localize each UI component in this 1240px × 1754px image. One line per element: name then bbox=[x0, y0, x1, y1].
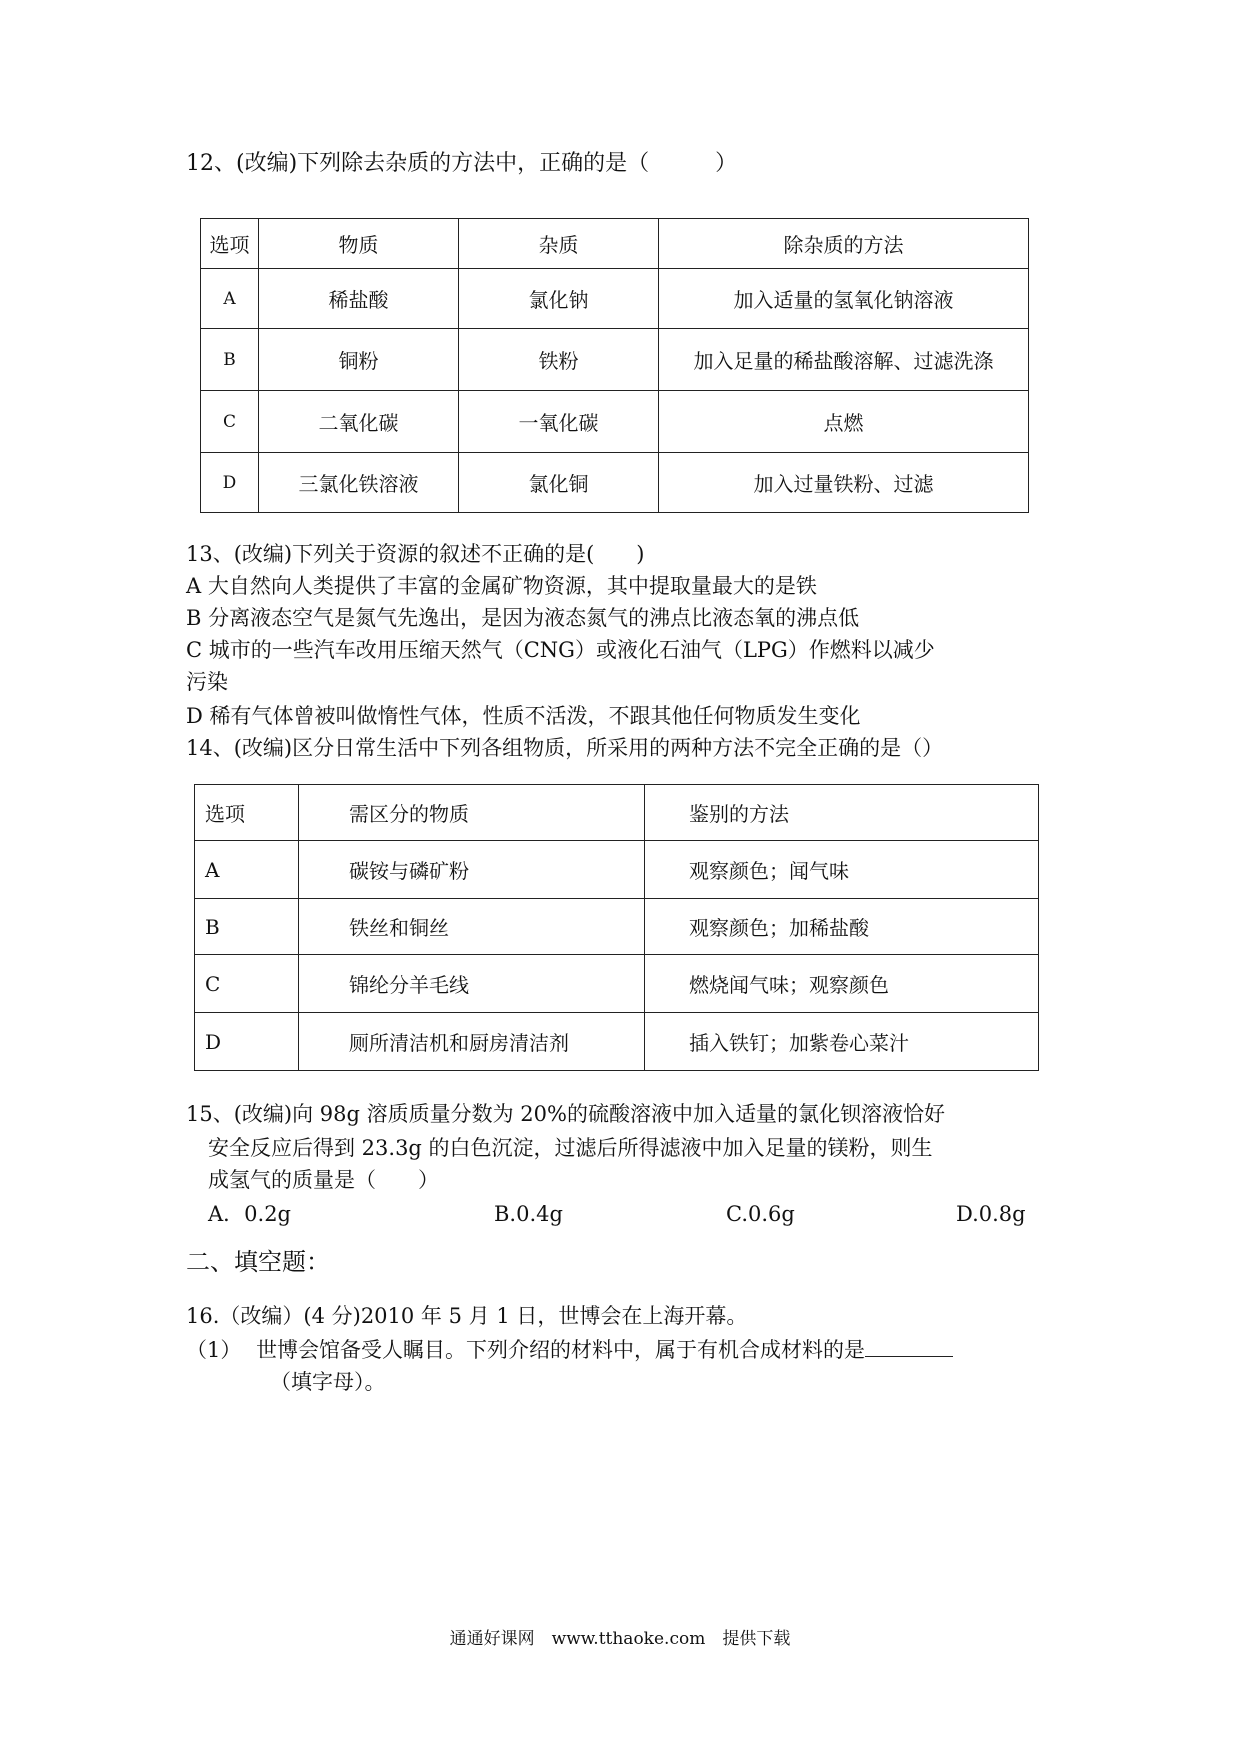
q15-stem-line3: 成氢气的质量是（ ） bbox=[208, 1168, 439, 1192]
q15-option-c: C.0.6g bbox=[726, 1202, 795, 1226]
q16-sub1-note: （填字母）。 bbox=[270, 1370, 386, 1394]
q13-option-b: B 分离液态空气是氮气先逸出，是因为液态氮气的沸点比液态氧的沸点低 bbox=[186, 606, 860, 630]
table-cell: 铜粉 bbox=[259, 329, 459, 391]
table-row bbox=[201, 269, 1029, 329]
q15-stem-line1: 15、(改编)向 98g 溶质质量分数为 20%的硫酸溶液中加入适量的氯化钡溶液恰好 bbox=[186, 1102, 945, 1126]
table-cell: 三氯化铁溶液 bbox=[259, 453, 459, 513]
q16-sub1-text: 世博会馆备受人瞩目。下列介绍的材料中，属于有机合成材料的是 bbox=[256, 1338, 866, 1362]
header-cell: 需区分的物质 bbox=[299, 785, 645, 841]
header-cell: 除杂质的方法 bbox=[659, 219, 1029, 269]
q15-option-d: D.0.8g bbox=[956, 1202, 1026, 1226]
table-cell: 插入铁钉；加紫卷心菜汁 bbox=[645, 1013, 1039, 1071]
q15-option-b: B.0.4g bbox=[494, 1202, 563, 1226]
table-cell: 厕所清洁机和厨房清洁剂 bbox=[299, 1013, 645, 1071]
q15-stem-line2: 安全反应后得到 23.3g 的白色沉淀，过滤后所得滤液中加入足量的镁粉，则生 bbox=[208, 1136, 933, 1160]
section-title: 二、填空题： bbox=[186, 1248, 330, 1276]
q14-stem: 14、(改编)区分日常生活中下列各组物质，所采用的两种方法不完全正确的是（） bbox=[186, 736, 944, 760]
table-row bbox=[195, 899, 1039, 955]
table-cell: 氯化铜 bbox=[459, 453, 659, 513]
table-cell: 铁丝和铜丝 bbox=[299, 899, 645, 955]
table-cell: 氯化钠 bbox=[459, 269, 659, 329]
q16-sub1 bbox=[186, 1336, 953, 1364]
q13-option-a: A 大自然向人类提供了丰富的金属矿物资源，其中提取量最大的是铁 bbox=[186, 574, 817, 598]
header-cell: 选项 bbox=[195, 785, 299, 841]
table-row bbox=[195, 955, 1039, 1013]
table-cell: 加入过量铁粉、过滤 bbox=[659, 453, 1029, 513]
option-cell: B bbox=[201, 329, 259, 391]
option-cell: A bbox=[195, 841, 299, 899]
table-row bbox=[195, 1013, 1039, 1071]
table-cell: 锦纶分羊毛线 bbox=[299, 955, 645, 1013]
table-header-row bbox=[195, 785, 1039, 841]
q13-option-d: D 稀有气体曾被叫做惰性气体，性质不活泼，不跟其他任何物质发生变化 bbox=[186, 704, 861, 728]
table-cell: 二氧化碳 bbox=[259, 391, 459, 453]
q13-stem: 13、(改编)下列关于资源的叙述不正确的是( ) bbox=[186, 542, 645, 566]
table-row bbox=[201, 391, 1029, 453]
header-cell: 鉴别的方法 bbox=[645, 785, 1039, 841]
q15-option-a: A．0.2g bbox=[208, 1202, 292, 1226]
table-cell: 点燃 bbox=[659, 391, 1029, 453]
option-cell: C bbox=[201, 391, 259, 453]
table-row bbox=[201, 329, 1029, 391]
q13-option-c-cont: 污染 bbox=[186, 670, 228, 694]
table-cell: 碳铵与磷矿粉 bbox=[299, 841, 645, 899]
table-cell: 观察颜色；加稀盐酸 bbox=[645, 899, 1039, 955]
answer-blank[interactable] bbox=[865, 1336, 953, 1357]
q13-option-c: C 城市的一些汽车改用压缩天然气（CNG）或液化石油气（LPG）作燃料以减少 bbox=[186, 638, 935, 662]
table-cell: 加入适量的氢氧化钠溶液 bbox=[659, 269, 1029, 329]
option-cell: D bbox=[201, 453, 259, 513]
option-cell: C bbox=[195, 955, 299, 1013]
table-cell: 一氧化碳 bbox=[459, 391, 659, 453]
header-cell: 物质 bbox=[259, 219, 459, 269]
q16-stem: 16.（改编）(4 分)2010 年 5 月 1 日，世博会在上海开幕。 bbox=[186, 1304, 748, 1328]
option-cell: A bbox=[201, 269, 259, 329]
table-cell: 稀盐酸 bbox=[259, 269, 459, 329]
page-footer: 通通好课网 www.tthaoke.com 提供下载 bbox=[449, 1629, 791, 1649]
q14-table bbox=[194, 784, 1039, 1071]
table-cell: 加入足量的稀盐酸溶解、过滤洗涤 bbox=[659, 329, 1029, 391]
q12-table bbox=[200, 218, 1029, 513]
table-row bbox=[195, 841, 1039, 899]
header-cell: 杂质 bbox=[459, 219, 659, 269]
table-cell: 燃烧闻气味；观察颜色 bbox=[645, 955, 1039, 1013]
header-cell: 选项 bbox=[201, 219, 259, 269]
q16-sub1-number: （1） bbox=[186, 1338, 242, 1362]
table-header-row bbox=[201, 219, 1029, 269]
option-cell: B bbox=[195, 899, 299, 955]
q12-stem: 12、(改编)下列除去杂质的方法中，正确的是（ ） bbox=[186, 151, 738, 176]
table-cell: 铁粉 bbox=[459, 329, 659, 391]
option-cell: D bbox=[195, 1013, 299, 1071]
table-cell: 观察颜色；闻气味 bbox=[645, 841, 1039, 899]
table-row bbox=[201, 453, 1029, 513]
